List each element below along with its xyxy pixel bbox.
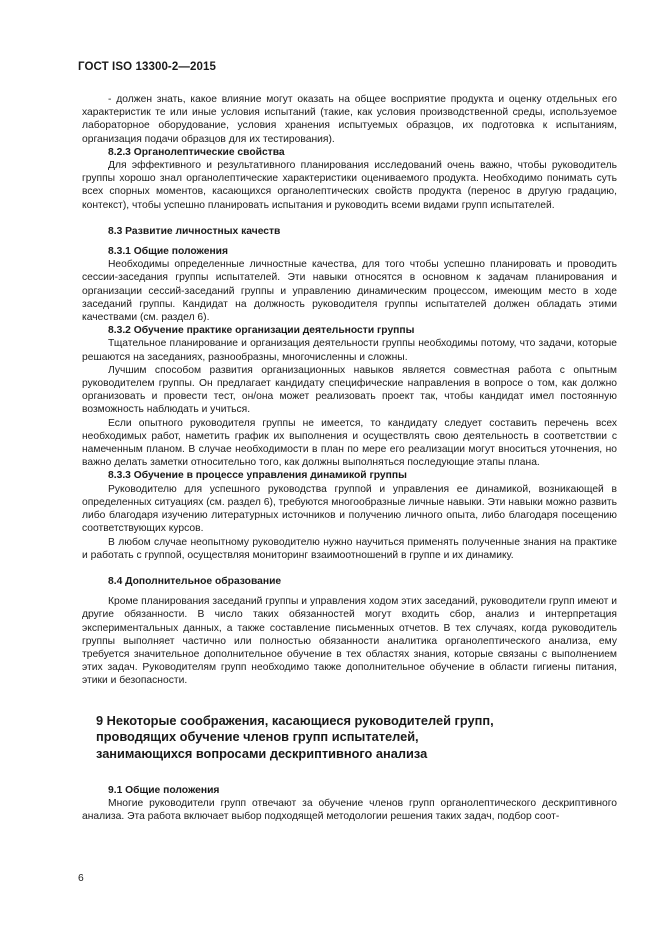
paragraph: Многие руководители групп отвечают за обучение членов групп органолептического дескриптивного анализа. Эта работа включает выбор подходящей методологии решения таких задач, подбор соот- xyxy=(82,798,617,823)
section-heading: 8.3.3 Обучение в процессе управления динамикой группы xyxy=(108,470,407,482)
chapter-heading xyxy=(82,713,617,763)
page-number: 6 xyxy=(78,873,84,884)
chapter-heading-line: занимающихся вопросами дескриптивного анализа xyxy=(96,745,428,761)
paragraph: Для эффективного и результативного планирования исследований очень важно, чтобы руководитель группы хорошо знал органолептические характеристики оцениваемого продукта. Необходимо понимать суть всех спорных моментов, касающихся органолептических свойств продукта (перенос в другую градацию, контекст), чтобы успешно планировать испытания и руководить всеми видами групп испытателей. xyxy=(82,160,617,211)
paragraph: Руководителю для успешного руководства группой и управления ее динамикой, возникающей в определенных ситуациях (см. раздел 6), требуются многообразные личные навыки. Эти навыки можно развить либо благодаря изучению литературных источников и получению личного опыта, либо благодаря посещению соответствующих курсов. xyxy=(82,483,617,535)
paragraph: Необходимы определенные личностные качества, для того чтобы успешно планировать и проводить сессии-заседания группы испытателей. Эти навыки относятся в основном к задачам планирования и организации сессий-заседаний группы и управлению динамическим процессом, имеющим место в ходе заседаний группы. Кандидат на должность руководителя группы испытателей должен обладать этими качествами (см. раздел 6). xyxy=(82,259,617,324)
paragraph: Кроме планирования заседаний группы и управления ходом этих заседаний, руководители групп имеют и другие обязанности. В число таких обязанностей могут входить сбор, анализ и интерпретация экспериментальных данных, а также составление письменных отчетов. В тех случаях, когда руководитель группы выполняет частично или полностью обязанности аналитика органолептического анализа, ему требуется значительное дополнительное обучение в тех областях знания, которые связаны с выполнением этих задач. Руководителям групп необходимо также дополнительное обучение в области гигиены питания, этики и безопасности. xyxy=(82,596,617,687)
document-body xyxy=(82,93,617,824)
page-header: ГОСТ ISO 13300-2—2015 xyxy=(78,61,216,73)
chapter-heading-line: проводящих обучение членов групп испытателей, xyxy=(96,729,419,745)
chapter-heading-line: 9 Некоторые соображения, касающиеся руководителей групп, xyxy=(96,712,494,728)
section-heading: 8.4 Дополнительное образование xyxy=(108,575,282,587)
paragraph: Если опытного руководителя группы не имеется, то кандидату следует составить перечень всех необходимых работ, наметить график их выполнения и осуществлять свою деятельность в соответствии с намеченным планом. В случае необходимости в план по мере его реализации могут вноситься уточнения, но важно делать заметки относительно того, как должны выполняться последующие этапы плана. xyxy=(82,417,617,469)
paragraph: - должен знать, какое влияние могут оказать на общее восприятие продукта и оценку отдельных его характеристик те или иные условия испытаний (такие, как условия производственной среды, используемое лабораторное оборудование, условия хранения испытуемых образцов, их подготовка к испытаниям, организация подачи образцов для их тестирования). xyxy=(82,94,617,145)
section-heading: 8.3.1 Общие положения xyxy=(108,246,228,258)
paragraph: В любом случае неопытному руководителю нужно научиться применять полученные знания на практике и работать с группой, осуществляя мониторинг взаимоотношений в группе и их динамику. xyxy=(82,536,617,561)
paragraph: Тщательное планирование и организация деятельности группы необходимы потому, что задачи, которые решаются на заседаниях, разнообразны, многочисленны и сложны. xyxy=(82,338,617,363)
section-heading: 8.3 Развитие личностных качеств xyxy=(108,225,281,237)
section-heading: 9.1 Общие положения xyxy=(108,785,220,797)
section-heading: 8.2.3 Органолептические свойства xyxy=(108,146,285,158)
section-heading: 8.3.2 Обучение практике организации деятельности группы xyxy=(108,325,415,337)
paragraph: Лучшим способом развития организационных навыков является совместная работа с опытным руководителем группы. Он предлагает кандидату специфические направления в вопросе о том, как должно организовать и провести тест, он/она может реализовать проект так, чтобы кандидат имел постоянную возможность наблюдать и учиться. xyxy=(82,364,617,416)
